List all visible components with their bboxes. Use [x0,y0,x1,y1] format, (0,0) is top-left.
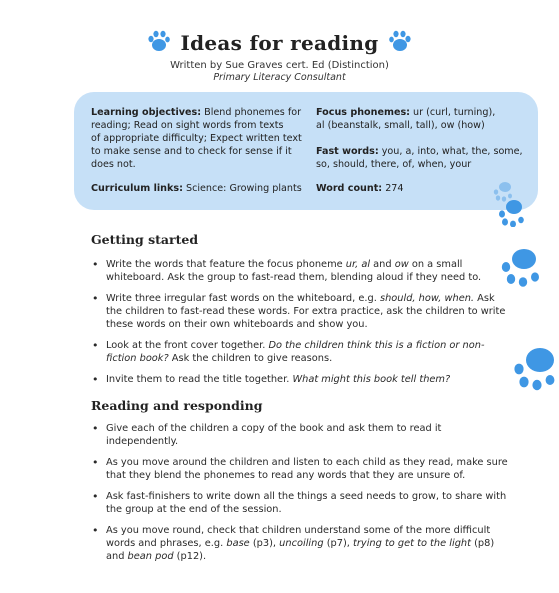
list-item: • Write three irregular fast words on the whiteboard, e.g. should, how, when. Ask the children to fast-read these words. For extra practice, ask the children to write these words on their own whiteboards and show you. [90,292,510,331]
section-heading-reading-and-responding: Reading and responding [91,398,263,413]
paw-print-icon [389,30,413,56]
list-item: • Give each of the children a copy of the book and ask them to read it independently. [90,422,510,448]
focus-phonemes: Focus phonemes: ur (curl, turning), al (beanstalk, small, tall), ow (how) [316,107,496,131]
list-item: • As you move around the children and listen to each child as they read, make sure that they blend the phonemes to read any words that they are unsure of. [90,456,510,482]
paw-print-icon [146,30,170,56]
page-header [0,30,559,83]
word-count: Word count: 274 [316,183,404,194]
fast-words: Fast words: you, a, into, what, the, some, so, should, there, of, when, your [316,146,523,170]
author-line: Written by Sue Graves cert. Ed (Distinction) [170,60,389,71]
paw-print-icon [497,197,527,227]
list-item: • Invite them to read the title together. What might this book tell them? [90,373,510,386]
author-role: Primary Literacy Consultant [213,72,346,83]
info-box [74,92,538,210]
paw-print-icon [512,345,559,391]
page-title: Ideas for reading [180,31,379,55]
list-item: • Ask fast-finishers to write down all the things a seed needs to grow, to share with the group at the end of the session. [90,490,510,516]
list-item: • Write the words that feature the focus phoneme ur, al and ow on a small whiteboard. Ask the group to fast-read them, blending aloud if they need to. [90,258,510,284]
list-item: • As you move round, check that children understand some of the more difficult words and phrases, e.g. base (p3), uncoiling (p7), trying to get to the light (p8) and bean pod (p12). [90,524,510,563]
getting-started-list [90,258,510,386]
section-heading-getting-started: Getting started [91,232,199,247]
curriculum-links: Curriculum links: Science: Growing plants [91,183,302,194]
learning-objectives: Learning objectives: Blend phonemes for reading; Read on sight words from texts of appropriate difficulty; Expect written text to make sense and to check for sense if it does not. [91,107,302,170]
reading-list [90,422,510,563]
list-item: • Look at the front cover together. Do the children think this is a fiction or non-fiction book? Ask the children to give reasons. [90,339,510,365]
